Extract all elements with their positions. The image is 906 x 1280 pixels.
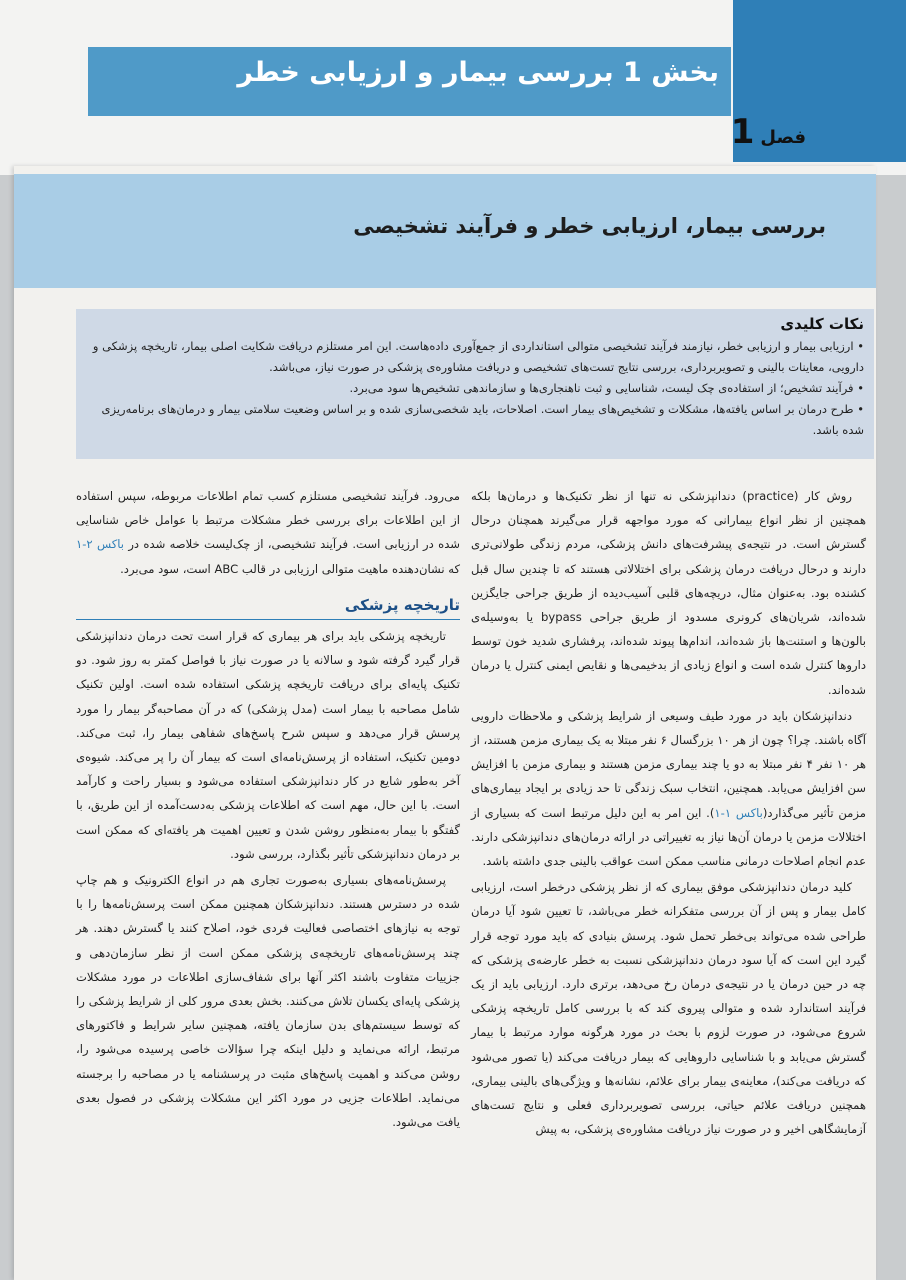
key-points-list [88, 336, 864, 441]
key-points-title: نکات کلیدی [780, 315, 864, 333]
key-point-item: • طرح درمان بر اساس یافته‌ها، مشکلات و تشخیص‌های بیمار است. اصلاحات، باید شخصی‌سازی شده و بر اساس وضعیت سلامتی بیمار و درمان‌های برنامه‌ریزی شده باشد. [88, 399, 864, 441]
paragraph-text: دندانپزشکان باید در مورد طیف وسیعی از شرایط پزشکی و ملاحظات دارویی آگاه باشند. چرا؟ چون از هر ۱۰ بزرگسال ۶ نفر مبتلا به یک بیماری مزمن هستند، از هر ۱۰ نفر ۴ نفر مبتلا به دو یا چند بیماری مزمن هستند و بیماری مزمن با افزایش سن افزایش می‌یابد. همچنین، انتخاب سبک زندگی تا حد زیادی بر ایجاد بیماری‌های مزمن تأثیر می‌گذارد( [471, 708, 867, 820]
part-title: بخش 1 بررسی بیمار و ارزیابی خطر [237, 57, 719, 88]
key-point-item: • فرآیند تشخیص؛ از استفاده‌ی چک لیست، شناسایی و ثبت ناهنجاری‌ها و سازماندهی تشخیص‌ها سود می‌برد. [88, 378, 864, 399]
key-points-box [76, 309, 874, 459]
box-reference-link[interactable]: باکس ۲-۱ [76, 537, 125, 552]
paragraph: تاریخچه پزشکی باید برای هر بیماری که قرار است تحت درمان دندانپزشکی قرار گیرد گرفته شود و سالانه یا در صورت نیاز با فواصل کمتر به روز شود. دو تکنیک پایه‌ای برای دریافت تاریخچه پزشکی استفاده شده است. اولین تکنیک شامل مصاحبه با بیمار است (مدل پزشکی) که در آن مصاحبه‌گر بیمار را مورد پرسش قرار می‌دهد و سپس شرح پاسخ‌های شفاهی بیمار را، ثبت می‌کند. دومین تکنیک، استفاده از پرسش‌نامه‌ای است که بیمار آن را پر می‌کند. شیوه‌ی آخر به‌طور شایع در کار دندانپزشکی استفاده می‌شود و بسیار راحت و کارآمد است. با این حال، مهم است که اطلاعات پزشکی به‌دست‌آمده از این طریق، با گفتگو با بیمار به‌منظور روشن شدن و تعیین اهمیت هر یافته‌ای که ممکن است بر درمان دندانپزشکی تأثیر بگذارد، بررسی شود. [76, 629, 460, 861]
section-heading: تاریخچه پزشکی [76, 593, 460, 620]
chapter-number: 1 [730, 112, 755, 152]
chapter-header-band [14, 174, 876, 288]
paragraph-text: ). این امر به این دلیل مرتبط است که بسیاری از اختلالات مزمن یا درمان آن‌ها نیاز به تغییراتی در ارائه درمان‌های دندانپزشکی دارند. عدم انجام اصلاحات درمانی مناسب ممکن است عواقب بالینی جدی داشته باشد. [471, 805, 866, 869]
paragraph-text: که نشان‌دهنده ماهیت متوالی ارزیابی در قالب ABC است، سود می‌برد. [120, 561, 460, 576]
box-reference-link[interactable]: باکس ۱-۱ [714, 805, 763, 820]
chapter-label-word: فصل [760, 127, 806, 148]
right-text-column [471, 484, 866, 1143]
part-banner [88, 47, 731, 116]
left-text-column [76, 484, 460, 1136]
paragraph [76, 484, 460, 581]
paragraph: کلید درمان دندانپزشکی موفق بیماری که از نظر پزشکی درخطر است، ارزیابی کامل بیمار و پس از آن بررسی متفکرانه خطر می‌باشد، تا تعیین شود آیا درمان طراحی شده می‌تواند بی‌خطر تحمل شود. پرسش بنیادی که باید مورد توجه قرار گیرد این است که آیا سود درمان دندانپزشکی نسبت به خطر عارضه‌ی پزشکی که چه در حین درمان یا در نتیجه‌ی درمان رخ می‌دهد، برتری دارد. ارزیابی باید از یک فرآیند استاندارد شده و متوالی پیروی کند که با بررسی کامل تاریخچه پزشکی شروع می‌شود، در صورت لزوم با بحث در مورد هرگونه موارد مرتبط با بیمار گسترش می‌یابد و با شناسایی داروهایی که بیمار دریافت می‌کند (یا تصور می‌شود که دریافت می‌کند)، معاینه‌ی بیمار برای علائم، نشانه‌ها و ویژگی‌های بالینی بیماری، همچنین دریافت علائم حیاتی، بررسی تصویربرداری فعلی و نتایج تست‌های آزمایشگاهی اخیر و در صورت نیاز دریافت مشاوره‌ی پزشکی، به پیش [471, 880, 866, 1137]
chapter-title: بررسی بیمار، ارزیابی خطر و فرآیند تشخیصی [353, 214, 826, 238]
paragraph-text: می‌رود. فرآیند تشخیصی مستلزم کسب تمام اطلاعات مربوطه، سپس استفاده از این اطلاعات برای بررسی خطر مشکلات مرتبط با عوامل خاص شناسایی شده در ارزیابی است. فرآیند تشخیصی، از چک‌لیست خلاصه شده در [76, 489, 460, 552]
book-page [14, 166, 876, 1280]
paragraph [471, 704, 866, 873]
paragraph: روش کار (practice) دندانپزشکی نه تنها از نظر تکنیک‌ها و درمان‌ها بلکه همچنین از نظر انواع بیمارانی که مورد مواجهه قرار می‌گیرند همچنان درحال گسترش است. در نتیجه‌ی پیشرفت‌های دانش پزشکی، مردم زندگی طولانی‌تری دارند و درحال دریافت درمان پزشکی برای اختلالاتی هستند که تا چندین سال قبل کشنده بود. به‌عنوان مثال، دریچه‌های قلبی آسیب‌دیده از طریق جراحی جایگزین شده‌اند، شریان‌های کرونری مسدود از طریق جراحی bypass یا به‌وسیله‌ی بالون‌ها و استنت‌ها باز شده‌اند، اندام‌ها پیوند شده‌اند، پرفشاری شدید خون توسط داروها کنترل شده است و انواع زیادی از بدخیمی‌ها و نقایص ایمنی کنترل یا درمان شده‌اند. [471, 489, 866, 697]
key-point-item: • ارزیابی بیمار و ارزیابی خطر، نیازمند فرآیند تشخیصی متوالی استانداردی از جمع‌آوری داده‌هاست. این امر مستلزم دریافت شکایت اصلی بیمار، تاریخچه پزشکی و دارویی، معاینات بالینی و تصویربرداری، بررسی نتایج تست‌های تشخیصی و دریافت مشاوره‌ی پزشکی در صورت نیاز، می‌باشد. [88, 336, 864, 378]
paragraph: پرسش‌نامه‌های بسیاری به‌صورت تجاری هم در انواع الکترونیک و هم چاپ شده در دسترس هستند. دندانپزشکان همچنین ممکن است پرسش‌نامه‌ها را با توجه به نیازهای اختصاصی فعالیت فردی خود، اصلاح کنند یا گسترش دهند. هر چند پرسش‌نامه‌های تاریخچه‌ی پزشکی ممکن است از نظر سازمان‌دهی و جزییات متفاوت باشند اکثر آنها برای شفاف‌سازی اطلاعات در مورد مشکلات پزشکی پایه‌ای یکسان تلاش می‌کنند. بخش بعدی مرور کلی از شرایط پزشکی را که توسط سیستم‌های بدن سازمان یافته، همچنین سایر شرایط و فاکتورهای مرتبط، ارائه می‌نماید و دلیل اینکه چرا سؤالات خاصی پرسیده می‌شود را، روشن می‌کند و اهمیت پاسخ‌های مثبت در پرسشنامه یا در مصاحبه را برجسته می‌نماید. اطلاعات جزیی در مورد اکثر این مشکلات پزشکی در فصول بعدی یافت می‌شود. [76, 873, 460, 1130]
chapter-label [731, 112, 806, 152]
